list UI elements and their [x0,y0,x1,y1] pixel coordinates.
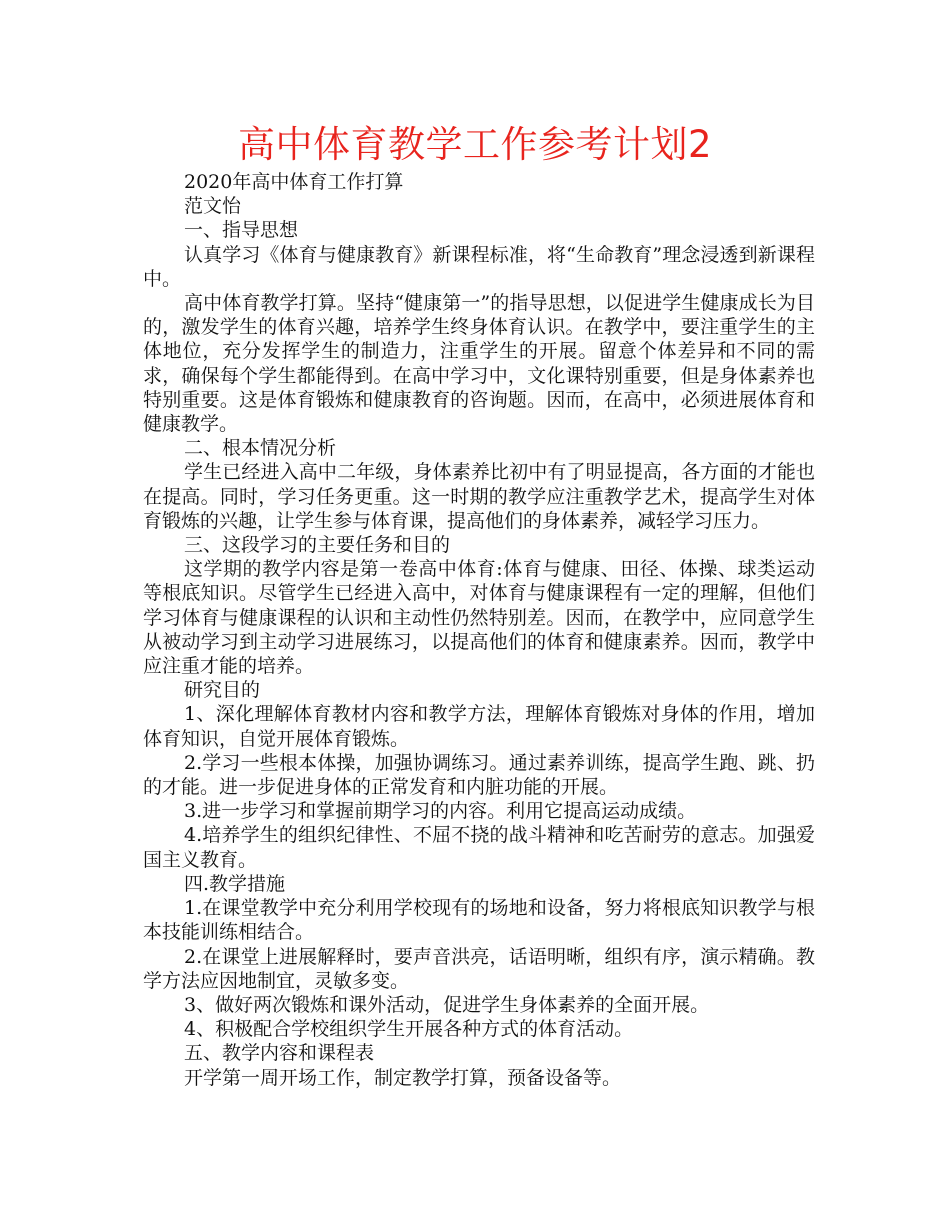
section-heading: 研究目的 [184,679,261,702]
list-item: 2.学习一些根本体操，加强协调练习。通过素养训练，提高学生跑、跳、扔的才能。进一步促进身体的正常发育和内脏功能的开展。 [143,751,815,799]
list-item: 2.在课堂上进展解释时，要声音洪亮，话语明晰，组织有序，演示精确。教学方法应因地制宜，灵敏多变。 [143,945,815,992]
body-paragraph: 认真学习《体育与健康教育》新课程标准，将“生命教育”理念浸透到新课程中。 [143,243,815,290]
section-heading: 四.教学措施 [184,872,286,895]
list-item: 4、积极配合学校组织学生开展各种方式的体育活动。 [184,1018,634,1041]
section-heading: 三、这段学习的主要任务和目的 [184,534,451,557]
author-line: 范文怡 [184,195,242,218]
section-heading: 一、指导思想 [184,219,299,242]
section-heading: 五、教学内容和课程表 [184,1042,375,1065]
body-paragraph: 学生已经进入高中二年级，身体素养比初中有了明显提高，各方面的才能也在提高。同时，学习任务更重。这一时期的教学应注重教学艺术，提高学生对体育锻炼的兴趣，让学生参与体育课，提高他们的身体素养，减轻学习压力。 [143,461,815,532]
body-paragraph: 高中体育教学打算。坚持“健康第一”的指导思想，以促进学生健康成长为目的，激发学生的体育兴趣，培养学生终身体育认识。在教学中，要注重学生的主体地位，充分发挥学生的制造力，注重学生的开展。留意个体差异和不同的需求，确保每个学生都能得到。在高中学习中，文化课特别重要，但是身体素养也特别重要。这是体育锻炼和健康教育的咨询题。因而，在高中，必须进展体育和健康教学。 [143,292,815,436]
section-heading: 二、根本情况分析 [184,437,337,460]
document-title: 高中体育教学工作参考计划2 [237,123,713,166]
list-item: 3.进一步学习和掌握前期学习的内容。利用它提高运动成绩。 [184,800,697,823]
document-body [143,170,815,1090]
list-item: 4.培养学生的组织纪律性、不屈不挠的战斗精神和吃苦耐劳的意志。加强爱国主义教育。 [143,824,815,871]
list-item: 1.在课堂教学中充分利用学校现有的场地和设备，努力将根底知识教学与根本技能训练相结合。 [143,897,815,944]
list-item: 1、深化理解体育教材内容和教学方法，理解体育锻炼对身体的作用，增加体育知识，自觉开展体育锻炼。 [143,703,815,750]
body-paragraph: 开学第一周开场工作，制定教学打算，预备设备等。 [184,1066,622,1089]
subtitle-line: 2020年高中体育工作打算 [184,171,404,193]
body-paragraph: 这学期的教学内容是第一卷高中体育:体育与健康、田径、体操、球类运动等根底知识。尽管学生已经进入高中，对体育与健康课程有一定的理解，但他们学习体育与健康课程的认识和主动性仍然特别差。因而，在教学中，应同意学生从被动学习到主动学习进展练习，以提高他们的体育和健康素养。因而，教学中应注重才能的培养。 [143,558,815,678]
list-item: 3、做好两次锻炼和课外活动，促进学生身体素养的全面开展。 [184,993,710,1016]
